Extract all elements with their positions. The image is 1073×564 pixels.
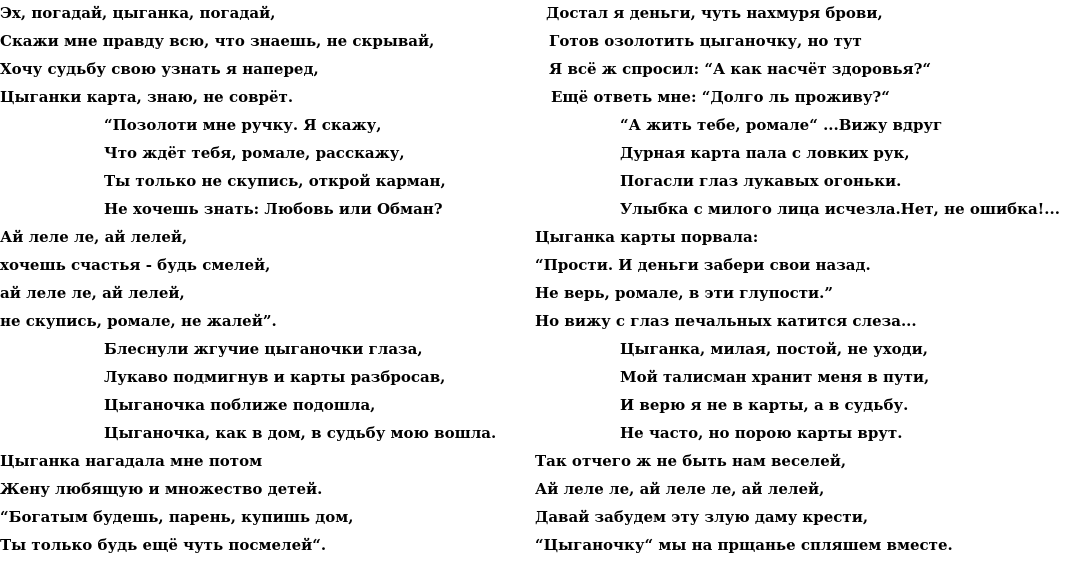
text-line: Не хочешь знать: Любовь или Обман? [104,200,443,218]
text-line: Ай леле ле, ай леле ле, ай лелей, [535,480,825,498]
text-line: “Богатым будешь, парень, купишь дом, [0,508,354,526]
text-line: не скупись, ромале, не жалей”. [0,312,277,330]
text-line: Мой талисман хранит меня в пути, [620,368,930,386]
text-line: Цыганки карта, знаю, не соврёт. [0,88,294,106]
text-line: “Цыганочку“ мы на прщанье спляшем вместе. [535,536,953,554]
text-line: Ты только будь ещё чуть посмелей“. [0,536,327,554]
text-line: Жену любящую и множество детей. [0,480,323,498]
text-line: Цыганка карты порвала: [535,228,759,246]
text-line: И верю я не в карты, а в судьбу. [620,396,909,414]
text-line: Давай забудем эту злую даму крести, [535,508,869,526]
text-line: Скажи мне правду всю, что знаешь, не скрывай, [0,32,435,50]
text-line: Погасли глаз лукавых огоньки. [620,172,902,190]
text-line: Эх, погадай, цыганка, погадай, [0,4,276,22]
text-line: Цыганочка, как в дом, в судьбу мою вошла. [104,424,497,442]
text-line: Но вижу с глаз печальных катится слеза... [535,312,917,330]
text-line: Что ждёт тебя, ромале, расскажу, [104,144,405,162]
text-line: Цыганка нагадала мне потом [0,452,263,470]
right-column [535,0,1070,560]
text-line: Не часто, но порою карты врут. [620,424,903,442]
text-line: Лукаво подмигнув и карты разбросав, [104,368,446,386]
text-line: “Прости. И деньги забери свои назад. [535,256,871,274]
text-line: Улыбка с милого лица исчезла.Нет, не ошибка!... [620,200,1060,218]
text-line: Так отчего ж не быть нам веселей, [535,452,847,470]
text-line: Блеснули жгучие цыганочки глаза, [104,340,423,358]
text-line: “А жить тебе, ромале“ ...Вижу вдруг [620,116,943,134]
text-line: хочешь счастья - будь смелей, [0,256,271,274]
text-line: ай леле ле, ай лелей, [0,284,185,302]
text-line: Я всё ж спросил: “А как насчёт здоровья?“ [549,60,932,78]
text-line: Ты только не скупись, открой карман, [104,172,446,190]
text-line: Готов озолотить цыганочку, но тут [549,32,862,50]
text-line: Цыганка, милая, постой, не уходи, [620,340,929,358]
text-line: Ай леле ле, ай лелей, [0,228,188,246]
text-line: Ещё ответь мне: “Долго ль проживу?“ [551,88,890,106]
text-line: Дурная карта пала с ловких рук, [620,144,910,162]
text-line: Хочу судьбу свою узнать я наперед, [0,60,319,78]
left-column [0,0,530,560]
text-line: Цыганочка поближе подошла, [104,396,376,414]
text-line: “Позолоти мне ручку. Я скажу, [104,116,382,134]
text-line: Достал я деньги, чуть нахмуря брови, [546,4,883,22]
text-line: Не верь, ромале, в эти глупости.” [535,284,834,302]
